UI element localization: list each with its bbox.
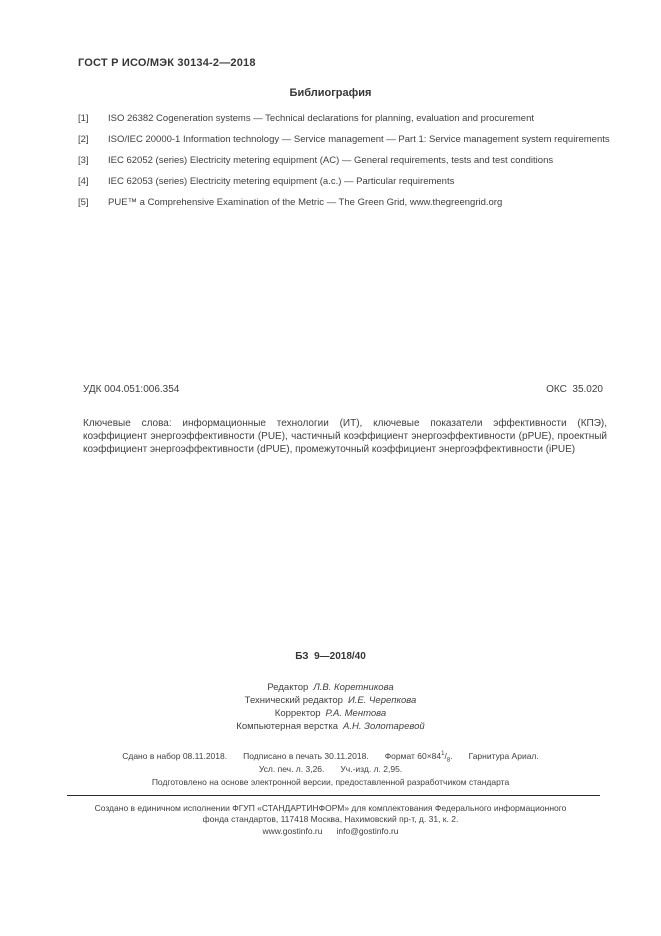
imprint-typeface: Гарнитура Ариал. [468,751,539,761]
credit-line-layout [0,720,661,733]
imprint-format: Формат $60\times 84^1/_8$. [384,751,453,764]
keywords-paragraph: Ключевые слова: информационные технологии (ИТ), ключевые показатели эффективности (КПЭ), коэффициент энергоэффективности (PUE), частичный коэффициент энергоэффективности (pPUE), проектный коэффициент энергоэффективности (dPUE), промежуточный коэффициент энергоэффективности (iPUE) [83,418,607,455]
footer-email: info@gostinfo.ru [336,826,399,836]
credit-role: Редактор [267,682,309,693]
imprint-prepared-note: Подготовлено на основе электронной версии, предоставленной разработчиком стандарта [151,777,510,787]
item-number: [2] [78,134,89,145]
credit-line-corrector [0,707,661,720]
item-text: ISO 26382 Cogeneration systems — Technical declarations for planning, evaluation and procurement [108,113,534,124]
item-text: PUE™ a Comprehensive Examination of the Metric — The Green Grid, www.thegreengrid.org [108,197,503,208]
credit-line-technical-editor [0,694,661,707]
credits-block [0,681,661,733]
oks-code: ОКС 35.020 [546,384,603,395]
item-text: IEC 62053 (series) Electricity metering equipment (a.c.) — Particular requirements [108,176,455,187]
imprint-signed-date: Подписано в печать 30.11.2018. [243,751,369,761]
credit-line-editor [0,681,661,694]
credit-role: Корректор [274,708,321,719]
bibliography-list [78,112,610,217]
bibliography-item [78,112,610,126]
doc-code: ГОСТ Р ИСО/МЭК 30134-2—2018 [78,57,256,69]
bibliography-item [78,133,610,147]
item-number: [5] [78,197,89,208]
imprint-printed-sheets: Усл. печ. л. 3,26. [258,764,325,774]
imprint-line-dates [0,750,661,763]
footer-contacts [0,826,661,837]
imprint-set-date: Сдано в набор 08.11.2018. [122,751,228,761]
imprint-publisher-sheets: Уч.-изд. л. 2,95. [340,764,403,774]
classification-line [78,384,603,395]
divider-rule [67,795,600,796]
imprint-block [0,750,661,789]
imprint-line-sheets [0,763,661,776]
bz-number: БЗ 9—2018/40 [295,651,366,662]
item-text: ISO/IEC 20000-1 Information technology — Service management — Part 1: Service management system requirements [108,134,610,145]
credit-role: Компьютерная верстка [236,721,339,732]
item-number: [4] [78,176,89,187]
item-number: [3] [78,155,89,166]
credit-name: А.Н. Золотаревой [343,721,425,732]
credit-name: И.Е. Черепкова [347,695,417,706]
footer-website: www.gostinfo.ru [262,826,323,836]
bibliography-item [78,154,610,168]
item-number: [1] [78,113,89,124]
footer-block [0,803,661,837]
bibliography-title: Библиография [289,87,372,99]
bibliography-item [78,196,610,210]
footer-issued-note: Создано в единичном исполнении ФГУП «СТАНДАРТИНФОРМ» для комплектования Федерального информационного фонда стандартов, 117418 Москва, Нахимовский пр-т, д. 31, к. 2. [94,803,567,824]
credit-name: Р.А. Ментова [325,708,387,719]
credit-role: Технический редактор [244,695,343,706]
bibliography-item [78,175,610,189]
item-text: IEC 62052 (series) Electricity metering equipment (AC) — General requirements, tests and test conditions [108,155,554,166]
udk-code: УДК 004.051:006.354 [83,384,180,395]
credit-name: Л.В. Коретникова [313,682,394,693]
